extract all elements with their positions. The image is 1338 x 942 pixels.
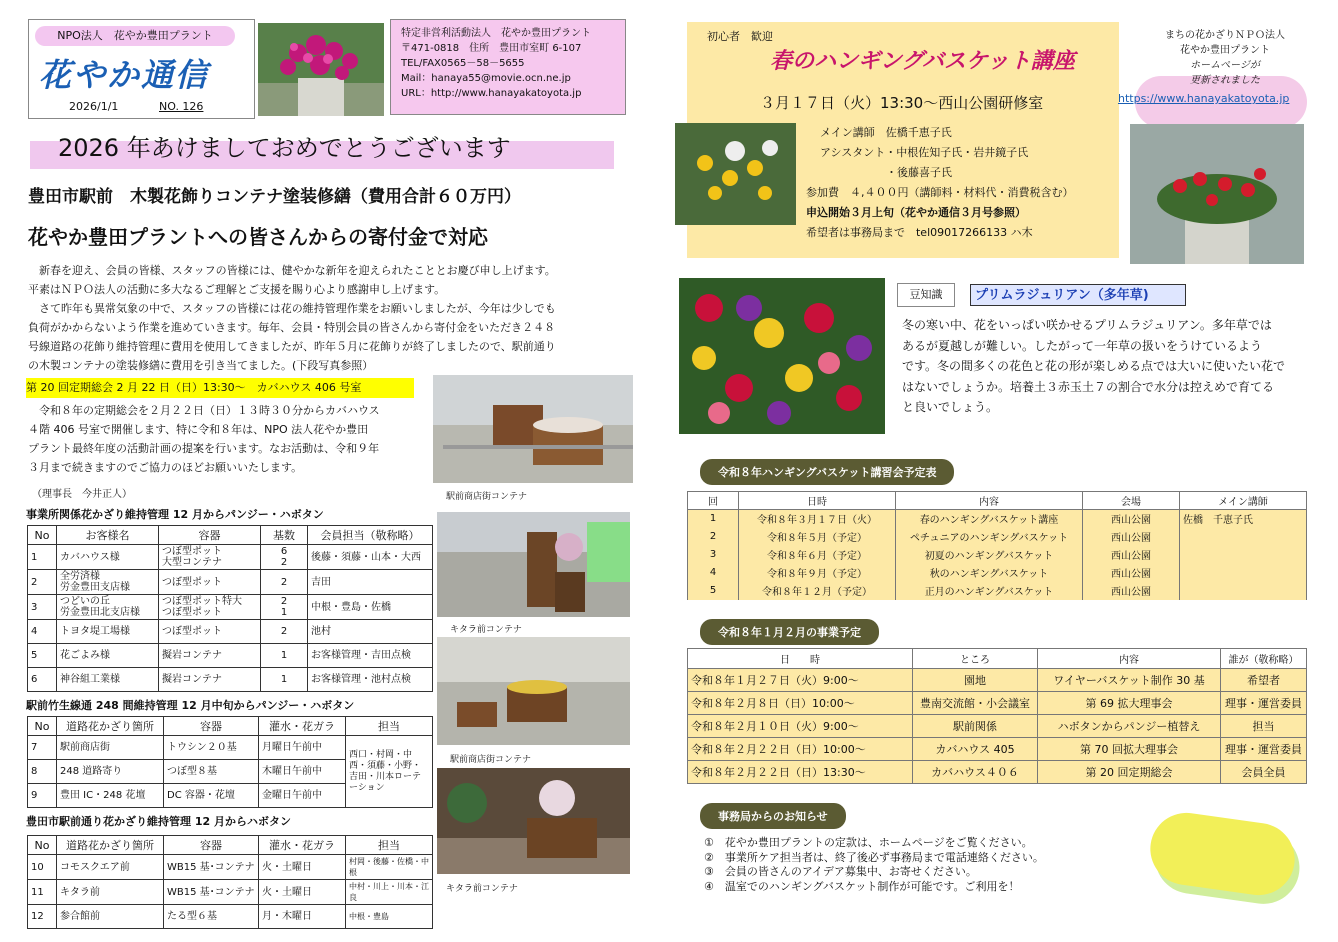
lecture-apply: 申込開始３月上旬（花やか通信３月号参照）: [806, 206, 1026, 219]
table-cell: カバハウス 405: [913, 738, 1038, 761]
contact-mail: Mail：hanaya55@movie.ocn.ne.jp: [401, 73, 571, 84]
tip-tag: 豆知識: [897, 283, 955, 307]
th: 容器: [159, 526, 261, 545]
table-cell: つぼ型ポット 大型コンテナ: [159, 545, 261, 570]
contact-url: URL：http://www.hanayakatoyota.jp: [401, 88, 582, 99]
table-cell: 火・土曜日: [259, 855, 346, 880]
photo-caption: 駅前商店街コンテナ: [446, 492, 528, 502]
table-cell: [1180, 582, 1307, 600]
th: 担当: [346, 717, 433, 736]
table-cell: [1180, 564, 1307, 582]
table-cell: 西山公園: [1083, 528, 1180, 546]
table-row: [688, 546, 1307, 564]
notice-item: ③ 会員の皆さんのアイデア募集中、お寄せください。: [704, 865, 977, 878]
th: 基数: [261, 526, 308, 545]
th: No: [28, 836, 57, 855]
table-cell: 第 70 回拡大理事会: [1038, 738, 1221, 761]
th: 担当: [346, 836, 433, 855]
table-cell: 1: [28, 545, 57, 570]
meeting-highlight: 第 20 回定期総会 2 月 22 日（日）13:30～ カバハウス 406 号室: [26, 378, 414, 398]
photo-caption: 駅前商店街コンテナ: [450, 755, 532, 765]
table-cell: 2: [688, 528, 739, 546]
table-cell: 令和８年９月（予定）: [739, 564, 896, 582]
th: 道路花かざり箇所: [57, 836, 164, 855]
schedule2-title: 令和８年１月２月の事業予定: [700, 619, 879, 645]
lecture-datetime: ３月１７日（火）13:30～西山公園研修室: [760, 94, 1044, 112]
table-cell: 西山公園: [1083, 546, 1180, 564]
table-cell: トヨタ堤工場様: [57, 620, 159, 644]
body-line: 新春を迎え、会員の皆様、スタッフの皆様には、健やかな新年を迎えられたこととお慶び申し上げます。: [28, 264, 556, 277]
table-cell: ペチュニアのハンギングバスケット: [896, 528, 1083, 546]
masthead-date: 2026/1/1: [69, 100, 119, 113]
table-row: [688, 564, 1307, 582]
article-body: [28, 261, 638, 375]
table-cell: 中根・豊島: [346, 905, 433, 929]
lecture-instructor: メイン講師 佐橋千恵子氏: [820, 126, 952, 139]
table-cell: 西山公園: [1083, 564, 1180, 582]
table-cell: 5: [28, 644, 57, 668]
table-cell: 参合館前: [57, 905, 164, 929]
table-cell: お客様管理・池村点検: [308, 668, 433, 692]
table-cell: 1: [688, 510, 739, 528]
website-link[interactable]: https://www.hanayakatoyota.jp: [1118, 92, 1290, 105]
th: 日時: [739, 492, 896, 510]
table-cell: 令和８年５月（予定）: [739, 528, 896, 546]
table-cell: 3: [688, 546, 739, 564]
tip-title: プリムラジュリアン（多年草): [970, 284, 1186, 306]
table-cell: 駅前商店街: [57, 736, 164, 760]
table-cell: 第 69 拡大理事会: [1038, 692, 1221, 715]
th: 灌水・花ガラ: [259, 836, 346, 855]
table-cell: 4: [28, 620, 57, 644]
th: お客様名: [57, 526, 159, 545]
th: 会員担当（敬称略）: [308, 526, 433, 545]
table-cell: 11: [28, 880, 57, 905]
website-line: 更新されました: [1190, 75, 1260, 86]
customer-maintenance-table: [27, 525, 433, 692]
table-cell: 3: [28, 595, 57, 620]
notice-list: [704, 836, 1044, 894]
contact-box: [390, 19, 626, 115]
table-cell: 1: [261, 644, 308, 668]
masthead-org-label: NPO法人 花やか豊田プラント: [35, 26, 235, 46]
contact-org: 特定非営利活動法人 花やか豊田プラント: [401, 28, 591, 39]
greeting: 2026 年あけましておめでとうございます: [58, 134, 511, 162]
table-cell: 園地: [913, 669, 1038, 692]
th: 内容: [1038, 649, 1221, 669]
tip-line: はないでしょうか。培養土３赤玉土７の割合で水分は控えめで育てる: [902, 379, 1275, 394]
body-line: 負荷がかからないよう作業を進めていきます。毎年、会員・特別会員の皆さんから寄付金をいただき２４８: [28, 321, 556, 334]
notice-title: 事務局からのお知らせ: [700, 803, 846, 829]
table-cell: WB15 基･コンテナ: [164, 855, 259, 880]
tip-body: [902, 315, 1312, 418]
table-cell: つぼ型ポット: [159, 620, 261, 644]
table-row: [28, 668, 433, 692]
body-line: さて昨年も異常気象の中で、スタッフの皆様には花の維持管理作業をお願いしましたが、今年は少しでも: [28, 302, 556, 315]
table-cell: 豊田 IC・248 花壇: [57, 784, 164, 808]
table-cell: 擬岩コンテナ: [159, 668, 261, 692]
th: 容器: [164, 717, 259, 736]
table-cell: 正月のハンギングバスケット: [896, 582, 1083, 600]
table-cell: 佐橋 千恵子氏: [1180, 510, 1307, 528]
table-cell: 2: [28, 570, 57, 595]
table-cell: 駅前関係: [913, 715, 1038, 738]
table-cell: トウシン２０基: [164, 736, 259, 760]
table-cell: 担当: [1221, 715, 1307, 738]
station-road-table: [27, 835, 433, 929]
table-cell: 4: [688, 564, 739, 582]
table-row: [688, 528, 1307, 546]
table-cell: 7: [28, 736, 57, 760]
th: 灌水・花ガラ: [259, 717, 346, 736]
table-cell: 希望者: [1221, 669, 1307, 692]
table-cell: 令和８年１２月（予定）: [739, 582, 896, 600]
lecture-assistant-2: ・後藤喜子氏: [820, 166, 952, 179]
body-line: 令和８年の定期総会を２月２２日（日）１３時３０分からカバハウス: [28, 404, 380, 417]
body-line: ４階 406 号室で開催します、特に令和８年は、NPO 法人花やか豊田: [28, 423, 369, 436]
signature: （理事長 今井正人）: [32, 489, 132, 500]
road-maintenance-table: [27, 716, 433, 808]
website-line: ホームページが: [1190, 60, 1260, 71]
table-cell: 1: [261, 668, 308, 692]
table-row: [28, 855, 433, 880]
table-row: [688, 669, 1307, 692]
th: メイン講師: [1180, 492, 1307, 510]
table-cell: 令和８年２月２２日（日）10:00～: [688, 738, 913, 761]
photo-kitara-containers-1: [437, 512, 630, 617]
table-cell: 西山公園: [1083, 510, 1180, 528]
table-cell: 令和８年２月２２日（日）13:30～: [688, 761, 913, 784]
table-cell: 令和８年３月１７日（火）: [739, 510, 896, 528]
table-cell: 月・木曜日: [259, 905, 346, 929]
table-cell: [1180, 546, 1307, 564]
th: ところ: [913, 649, 1038, 669]
lecture-assistant: アシスタント・中根佐知子氏・岩井鏡子氏: [820, 146, 1029, 159]
photo-station-containers-2: [437, 637, 630, 745]
headline-renovation: 豊田市駅前 木製花飾りコンテナ塗装修繕（費用合計６０万円）: [28, 187, 521, 207]
table-cell: 第 20 回定期総会: [1038, 761, 1221, 784]
table-cell: 花ごよみ様: [57, 644, 159, 668]
body-line: の木製コンテナの塗装修繕に費用を引き当てました。(下段写真参照）: [28, 359, 374, 372]
table-cell: 令和８年１月２７日（火）9:00～: [688, 669, 913, 692]
table-cell: 火・土曜日: [259, 880, 346, 905]
th: 誰が（敬称略）: [1221, 649, 1307, 669]
table-cell: 金曜日午前中: [259, 784, 346, 808]
table-cell: お客様管理・吉田点検: [308, 644, 433, 668]
table-cell: 西山公園: [1083, 582, 1180, 600]
table-cell: 10: [28, 855, 57, 880]
th: 会場: [1083, 492, 1180, 510]
body-line: 平素はＮＰＯ法人の活動に多大なるご理解とご支援を賜り心より感謝申し上げます。: [28, 283, 446, 296]
table-row: [688, 582, 1307, 600]
lecture-title: 春のハンギングバスケット講座: [770, 49, 1075, 74]
th: 道路花かざり箇所: [57, 717, 164, 736]
table-row: [28, 545, 433, 570]
table-cell: [1180, 528, 1307, 546]
table-row: [688, 692, 1307, 715]
table-cell: 池村: [308, 620, 433, 644]
table-cell: カバハウス様: [57, 545, 159, 570]
tip-line: と良いでしょう。: [902, 400, 999, 414]
masthead-title: 花やか通信: [39, 56, 210, 94]
notice-item: ① 花やか豊田プラントの定款は、ホームページをご覧ください。: [704, 836, 1033, 849]
table-row: [28, 644, 433, 668]
tip-line: 冬の寒い中、花をいっぱい咲かせるプリムラジュリアン。多年草では: [902, 318, 1272, 332]
tip-line: あるが夏越しが難しい。したがって一年草の扱いをうけているよう: [902, 338, 1263, 353]
table-cell: DC 容器・花壇: [164, 784, 259, 808]
photo-kitara-containers-2: [437, 768, 630, 874]
table-row: [28, 595, 433, 620]
table-row: [28, 880, 433, 905]
table2-title: 駅前竹生線通 248 間維持管理 12 月中旬からパンジー・ハボタン: [26, 699, 355, 712]
table-cell: 2: [261, 570, 308, 595]
lecture-basket-photo: [675, 123, 796, 225]
table3-title: 豊田市駅前通り花かざり維持管理 12 月からハボタン: [26, 815, 291, 828]
meeting-body: [28, 401, 438, 477]
table-cell: 6 2: [261, 545, 308, 570]
table-cell: つぼ型ポット: [159, 570, 261, 595]
basket-course-schedule-table: [687, 491, 1307, 600]
body-line: ３月まで続きますのでご協力のほどお願いいたします。: [28, 461, 303, 474]
body-line: 号線道路の花飾り維持管理に費用を使用してきましたが、昨年５月に花飾りが終了しましたので、駅前通り: [28, 340, 556, 353]
table-row: [688, 761, 1307, 784]
th: No: [28, 717, 57, 736]
table-row: [28, 905, 433, 929]
table-row: [688, 738, 1307, 761]
table-cell: 2: [261, 620, 308, 644]
tip-line: です。冬の間多くの花色と花の形が楽しめる点では大いに使いたい花で: [902, 359, 1286, 373]
table-cell: つどいの丘 労金豊田北支店様: [57, 595, 159, 620]
body-line: プラント最終年度の活動計画の提案を行います。なお活動は、令和９年: [28, 442, 380, 455]
notice-item: ④ 温室でのハンギングバスケット制作が可能です。ご利用を！: [704, 879, 1020, 893]
table-row: [28, 620, 433, 644]
table-cell: 中根・豊島・佐橋: [308, 595, 433, 620]
table-cell: 2 1: [261, 595, 308, 620]
table-cell: 6: [28, 668, 57, 692]
table-cell: 後藤・須藤・山本・大西: [308, 545, 433, 570]
table-cell: たる型６基: [164, 905, 259, 929]
table-cell: 全労済様 労金豊田支店様: [57, 570, 159, 595]
masthead: [28, 19, 255, 119]
decorative-blob: [1146, 808, 1300, 899]
table-cell: カバハウス４０６: [913, 761, 1038, 784]
table-cell: 神谷組工業様: [57, 668, 159, 692]
primula-photo: [679, 278, 885, 434]
table-cell: キタラ前: [57, 880, 164, 905]
th: 回: [688, 492, 739, 510]
table-cell: 豊南交流館・小会議室: [913, 692, 1038, 715]
th: 内容: [896, 492, 1083, 510]
table-cell: つぼ型ポット特大 つぼ型ポット: [159, 595, 261, 620]
table-row: [28, 736, 433, 760]
table-cell: 初夏のハンギングバスケット: [896, 546, 1083, 564]
table-row: [688, 510, 1307, 528]
lecture-details: [806, 123, 1074, 243]
table-cell: 秋のハンギングバスケット: [896, 564, 1083, 582]
table-cell: 中村・川上・川本・江良: [346, 880, 433, 905]
table-cell: 擬岩コンテナ: [159, 644, 261, 668]
website-line: まちの花かざりＮＰＯ法人: [1165, 30, 1285, 41]
table-cell: 8: [28, 760, 57, 784]
website-line: 花やか豊田プラント: [1180, 45, 1270, 56]
lecture-tag: 初心者 歓迎: [707, 30, 773, 43]
table-cell: 村岡・後藤・佐橋・中根: [346, 855, 433, 880]
table-cell: WB15 基･コンテナ: [164, 880, 259, 905]
schedule1-title: 令和８年ハンギングバスケット講習会予定表: [700, 459, 954, 485]
website-flower-photo: [1130, 124, 1304, 264]
table-cell: 西口・村岡・中西・須藤・小野・吉田・川本ローテーション: [346, 736, 433, 808]
table-cell: 令和８年２月８日（日）10:00～: [688, 692, 913, 715]
table-cell: つぼ型８基: [164, 760, 259, 784]
lecture-contact: 希望者は事務局まで tel09017266133 ハ木: [806, 226, 1033, 239]
notice-item: ② 事業所ケア担当者は、終了後必ず事務局まで電話連絡ください。: [704, 850, 1044, 864]
photo-caption: キタラ前コンテナ: [446, 884, 518, 894]
table-cell: ハボタンからパンジー植替え: [1038, 715, 1221, 738]
contact-tel: TEL/FAX0565－58－5655: [401, 58, 525, 69]
table-cell: 会員全員: [1221, 761, 1307, 784]
table-cell: 吉田: [308, 570, 433, 595]
table-cell: 9: [28, 784, 57, 808]
th: No: [28, 526, 57, 545]
table-cell: 理事・運営委員: [1221, 692, 1307, 715]
table-row: [688, 715, 1307, 738]
lecture-fee: 参加費 ４,４００円（講師料・材料代・消費税含む）: [806, 186, 1074, 199]
table-cell: 令和８年６月（予定）: [739, 546, 896, 564]
th: 容器: [164, 836, 259, 855]
th: 日 時: [688, 649, 913, 669]
table-cell: 木曜日午前中: [259, 760, 346, 784]
headline-donation: 花やか豊田プラントへの皆さんからの寄付金で対応: [28, 225, 488, 249]
table1-title: 事業所関係花かざり維持管理 12 月からパンジー・ハボタン: [26, 508, 324, 521]
photo-station-containers-1: [433, 375, 633, 483]
masthead-issue: NO. 126: [159, 100, 204, 113]
business-schedule-table: [687, 648, 1307, 784]
table-cell: 248 道路寄り: [57, 760, 164, 784]
table-cell: 12: [28, 905, 57, 929]
table-cell: 5: [688, 582, 739, 600]
table-cell: 令和８年２月１０日（火）9:00～: [688, 715, 913, 738]
table-row: [28, 570, 433, 595]
website-notice: [1120, 28, 1330, 88]
table-cell: 月曜日午前中: [259, 736, 346, 760]
table-cell: コモスクエア前: [57, 855, 164, 880]
masthead-flower-photo: [258, 23, 384, 116]
table-cell: ワイヤーバスケット制作 30 基: [1038, 669, 1221, 692]
table-cell: 理事・運営委員: [1221, 738, 1307, 761]
contact-address: 〒471-0818 住所 豊田市室町 6-107: [401, 43, 582, 54]
table-cell: 春のハンギングバスケット講座: [896, 510, 1083, 528]
photo-caption: キタラ前コンテナ: [450, 625, 522, 635]
